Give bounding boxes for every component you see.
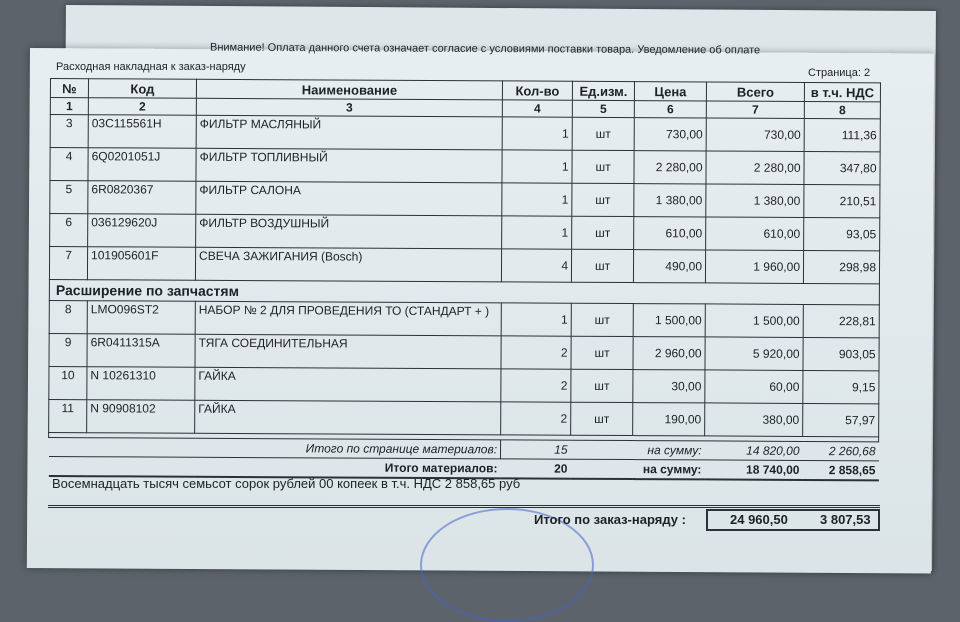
table-row — [50, 148, 880, 185]
order-total-vat: 3 807,53 — [820, 512, 871, 527]
row-number: 10 — [49, 366, 87, 399]
item-price: 30,00 — [633, 370, 705, 403]
column-number: 6 — [634, 101, 706, 118]
item-unit: шт — [571, 249, 633, 282]
page-number: Страница: 2 — [808, 67, 871, 79]
item-unit: шт — [571, 402, 633, 435]
row-number: 5 — [50, 181, 88, 214]
item-total: 380,00 — [705, 403, 803, 437]
row-number: 6 — [50, 214, 88, 247]
item-code: LMO096ST2 — [87, 301, 195, 335]
grand-total-vat: 2 858,65 — [802, 460, 878, 480]
table-row — [49, 333, 879, 370]
item-qty: 2 — [501, 402, 571, 435]
column-number: 8 — [804, 101, 880, 118]
item-vat: 9,15 — [803, 370, 879, 403]
column-number: 7 — [706, 101, 804, 119]
item-unit: шт — [572, 150, 634, 183]
item-name: СВЕЧА ЗАЖИГАНИЯ (Bosch) — [195, 247, 501, 282]
row-number: 4 — [50, 148, 88, 181]
item-price: 730,00 — [634, 118, 706, 151]
page-total-sum-label: на сумму: — [647, 443, 702, 458]
item-name: ГАЙКА — [195, 367, 501, 402]
column-number: 5 — [572, 100, 634, 117]
item-qty: 1 — [502, 183, 572, 216]
item-price: 1 380,00 — [634, 184, 706, 217]
item-qty: 1 — [502, 216, 572, 249]
item-qty: 4 — [501, 249, 571, 282]
page-total-amount: 14 820,00 — [746, 443, 800, 458]
item-vat: 903,05 — [803, 337, 879, 370]
item-vat: 228,81 — [803, 304, 879, 337]
item-unit: шт — [572, 183, 634, 216]
header-total: Всего — [706, 82, 804, 102]
header-no: № — [50, 79, 88, 98]
item-total: 1 500,00 — [705, 304, 803, 338]
item-price: 610,00 — [634, 217, 706, 250]
order-total-label: Итого по заказ-наряду : — [534, 512, 686, 527]
row-number: 11 — [49, 399, 87, 432]
grand-total-sum-label: на сумму: — [570, 459, 704, 479]
item-name: НАБОР № 2 ДЛЯ ПРОВЕДЕНИЯ ТО (СТАНДАРТ + ) — [195, 301, 501, 336]
table-row — [50, 115, 880, 152]
item-unit: шт — [571, 336, 633, 369]
row-number: 9 — [49, 333, 87, 366]
item-total: 610,00 — [706, 217, 804, 251]
item-name: ФИЛЬТР САЛОНА — [196, 181, 502, 216]
item-code: N 90908102 — [87, 400, 195, 434]
item-code: 6R0411315A — [87, 334, 195, 368]
item-unit: шт — [572, 117, 634, 150]
column-number: 1 — [50, 98, 88, 115]
item-code: 101905601F — [87, 247, 195, 281]
item-total: 5 920,00 — [705, 337, 803, 371]
table-row — [49, 366, 879, 403]
materials-table — [48, 78, 881, 481]
header-qty: Кол-во — [502, 81, 572, 100]
header-price: Цена — [634, 82, 706, 101]
item-unit: шт — [572, 216, 634, 249]
table-row — [49, 399, 879, 436]
order-total-amount: 24 960,50 — [730, 512, 788, 527]
order-total-box — [706, 509, 880, 531]
column-number: 4 — [502, 100, 572, 117]
item-qty: 1 — [502, 117, 572, 150]
payment-notice: Внимание! Оплата данного счета означает согласие с условиями поставки товара. Уведомление об оплате — [209, 41, 761, 57]
item-total: 1 960,00 — [705, 250, 803, 284]
item-qty: 2 — [501, 336, 571, 369]
item-vat: 347,80 — [804, 151, 880, 184]
item-total: 1 380,00 — [706, 184, 804, 218]
item-price: 2 960,00 — [633, 337, 705, 370]
document-title: Расходная накладная к заказ-наряду — [56, 61, 246, 73]
header-name: Наименование — [196, 79, 502, 100]
item-vat: 111,36 — [804, 118, 880, 151]
grand-total-qty: 20 — [500, 459, 570, 479]
item-qty: 1 — [501, 303, 571, 336]
item-vat: 93,05 — [804, 217, 880, 250]
item-price: 190,00 — [633, 403, 705, 436]
grand-total-label: Итого материалов: — [48, 456, 500, 478]
item-name: ТЯГА СОЕДИНИТЕЛЬНАЯ — [195, 334, 501, 369]
item-code: 03C115561H — [88, 115, 196, 149]
section-title: Расширение по запчастям — [49, 279, 879, 304]
item-code: 036129620J — [88, 214, 196, 248]
item-qty: 1 — [502, 150, 572, 183]
item-price: 490,00 — [633, 250, 705, 283]
item-vat: 57,97 — [803, 403, 879, 436]
row-number: 8 — [49, 300, 87, 333]
column-number: 2 — [88, 98, 196, 116]
header-unit: Ед.изм. — [572, 81, 634, 100]
item-name: ФИЛЬТР ТОПЛИВНЫЙ — [196, 148, 502, 183]
page-total-vat: 2 260,68 — [828, 444, 876, 459]
page-total-label: Итого по странице материалов: — [305, 441, 498, 457]
column-number: 3 — [196, 98, 502, 117]
header-code: Код — [88, 79, 196, 99]
item-total: 2 280,00 — [706, 151, 804, 185]
item-code: N 10261310 — [87, 367, 195, 401]
item-total: 730,00 — [706, 118, 804, 152]
row-number: 3 — [50, 115, 88, 148]
table-row — [49, 247, 879, 284]
item-vat: 298,98 — [803, 250, 879, 283]
header-vat: в т.ч. НДС — [804, 82, 880, 101]
item-unit: шт — [571, 303, 633, 336]
row-number: 7 — [49, 247, 87, 280]
item-total: 60,00 — [705, 370, 803, 404]
grand-total-amount: 18 740,00 — [704, 460, 802, 480]
item-code: 6R0820367 — [88, 181, 196, 215]
item-code: 6Q0201051J — [88, 148, 196, 182]
item-name: ФИЛЬТР ВОЗДУШНЫЙ — [196, 214, 502, 249]
item-qty: 2 — [501, 369, 571, 402]
item-unit: шт — [571, 369, 633, 402]
amount-in-words: Восемнадцать тысяч семьсот сорок рублей 00 копеек в т.ч. НДС 2 858,65 руб — [52, 476, 521, 491]
table-row — [49, 300, 879, 337]
double-rule — [48, 505, 880, 508]
page-total-qty: 15 — [501, 440, 571, 459]
table-row — [50, 214, 880, 251]
item-vat: 210,51 — [804, 184, 880, 217]
item-price: 1 500,00 — [633, 304, 705, 337]
table-row — [50, 181, 880, 218]
item-name: ГАЙКА — [195, 400, 501, 435]
item-name: ФИЛЬТР МАСЛЯНЫЙ — [196, 115, 502, 150]
item-price: 2 280,00 — [634, 151, 706, 184]
